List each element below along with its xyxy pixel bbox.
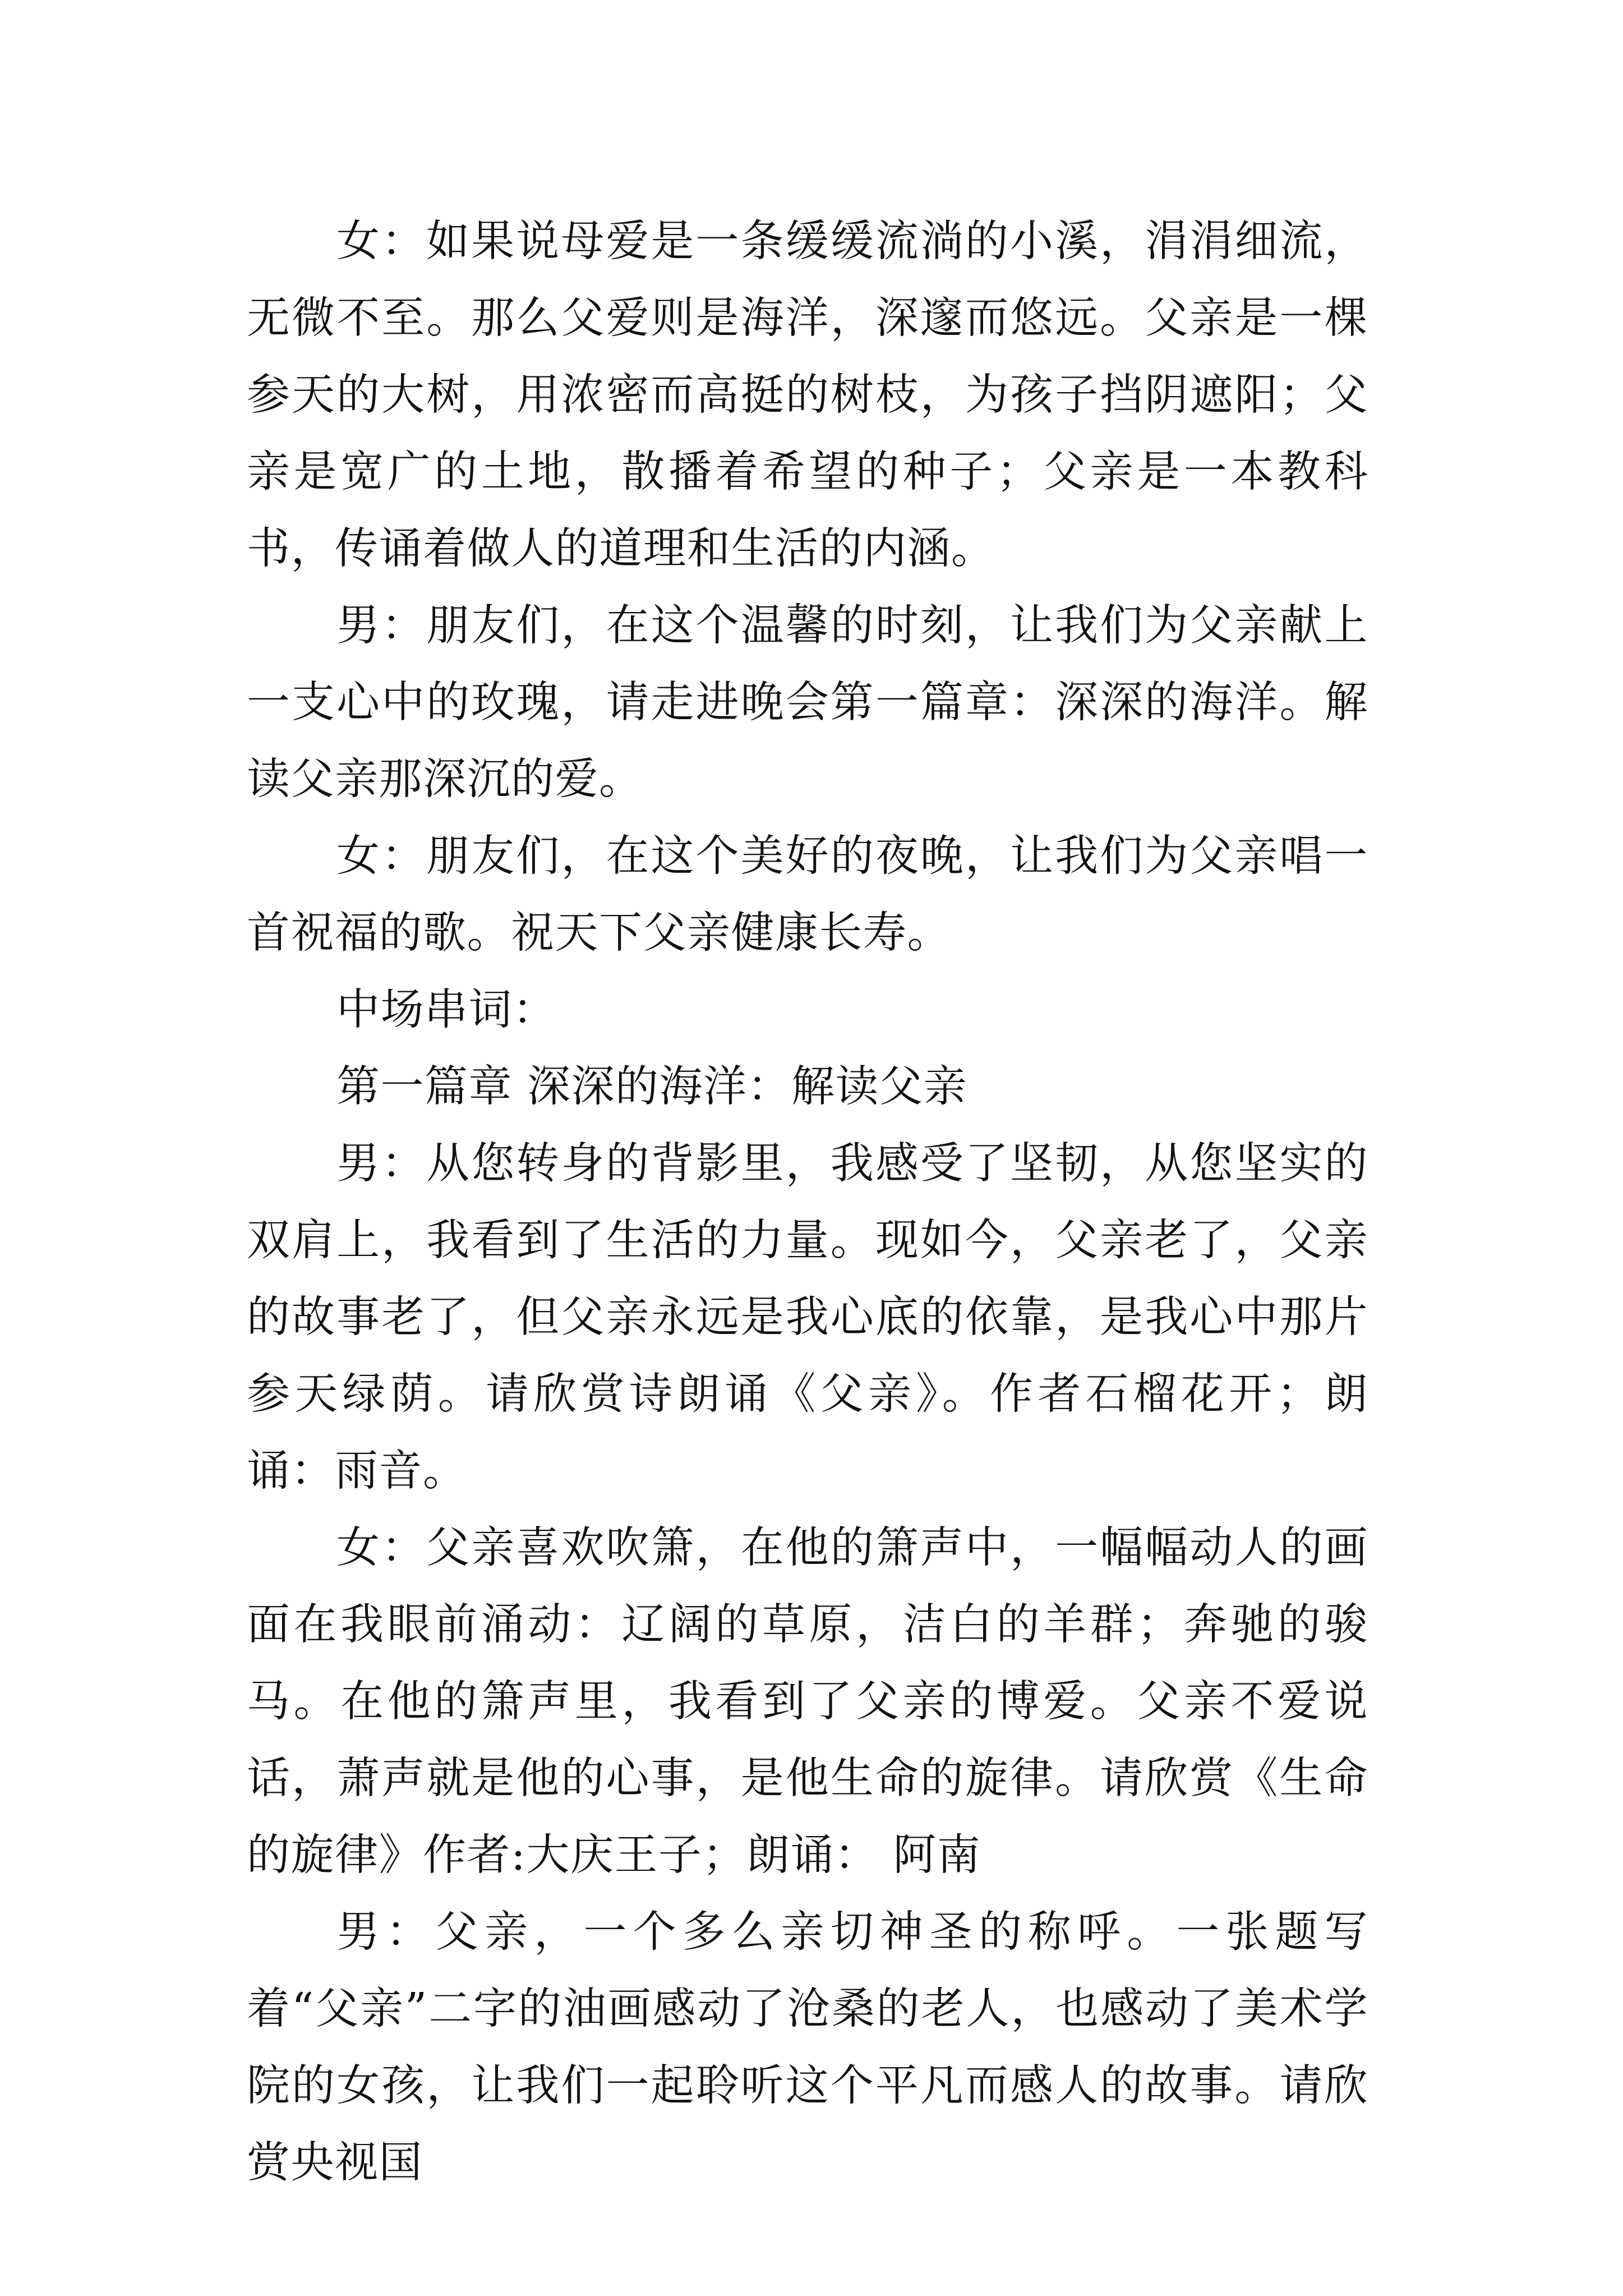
paragraph-chapter-title: 第一篇章 深深的海洋：解读父亲 — [336, 1062, 967, 1112]
paragraph-female-flute: 女：父亲喜欢吹箫，在他的箫声中，一幅幅动人的画面在我眼前涌动：辽阔的草原，洁白的羊群；奔驰的骏马。在他的箫声里，我看到了父亲的博爱。父亲不爱说话，萧声就是他的心事，是他生命的旋律。请欣赏《生命的旋律》作者:大庆王子；朗诵： 阿南 — [247, 1523, 1368, 1880]
paragraph-male-back: 男：从您转身的背影里，我感受了坚韧，从您坚实的双肩上，我看到了生活的力量。现如今，父亲老了，父亲的故事老了，但父亲永远是我心底的依靠，是我心中那片参天绿荫。请欣赏诗朗诵《父亲》。作者石榴花开；朗诵：雨音。 — [247, 1139, 1368, 1496]
paragraph-male-painting: 男：父亲，一个多么亲切神圣的称呼。一张题写着“父亲”二字的油画感动了沧桑的老人，也感动了美术学院的女孩，让我们一起聆听这个平凡而感人的故事。请欣赏央视国 — [247, 1907, 1368, 2188]
paragraph-female-intro: 女：如果说母爱是一条缓缓流淌的小溪，涓涓细流，无微不至。那么父爱则是海洋，深邃而悠远。父亲是一棵参天的大树，用浓密而高挺的树枝，为孩子挡阴遮阳；父亲是宽广的土地，散播着希望的种子；父亲是一本教科书，传诵着做人的道理和生活的内涵。 — [247, 217, 1368, 574]
document-page — [247, 203, 1368, 2201]
paragraph-female-song: 女：朋友们，在这个美好的夜晚，让我们为父亲唱一首祝福的歌。祝天下父亲健康长寿。 — [247, 831, 1368, 958]
paragraph-interlude-heading: 中场串词： — [336, 985, 557, 1035]
paragraph-male-rose: 男：朋友们，在这个温馨的时刻，让我们为父亲献上一支心中的玫瑰，请走进晚会第一篇章：深深的海洋。解读父亲那深沉的爱。 — [247, 601, 1368, 804]
